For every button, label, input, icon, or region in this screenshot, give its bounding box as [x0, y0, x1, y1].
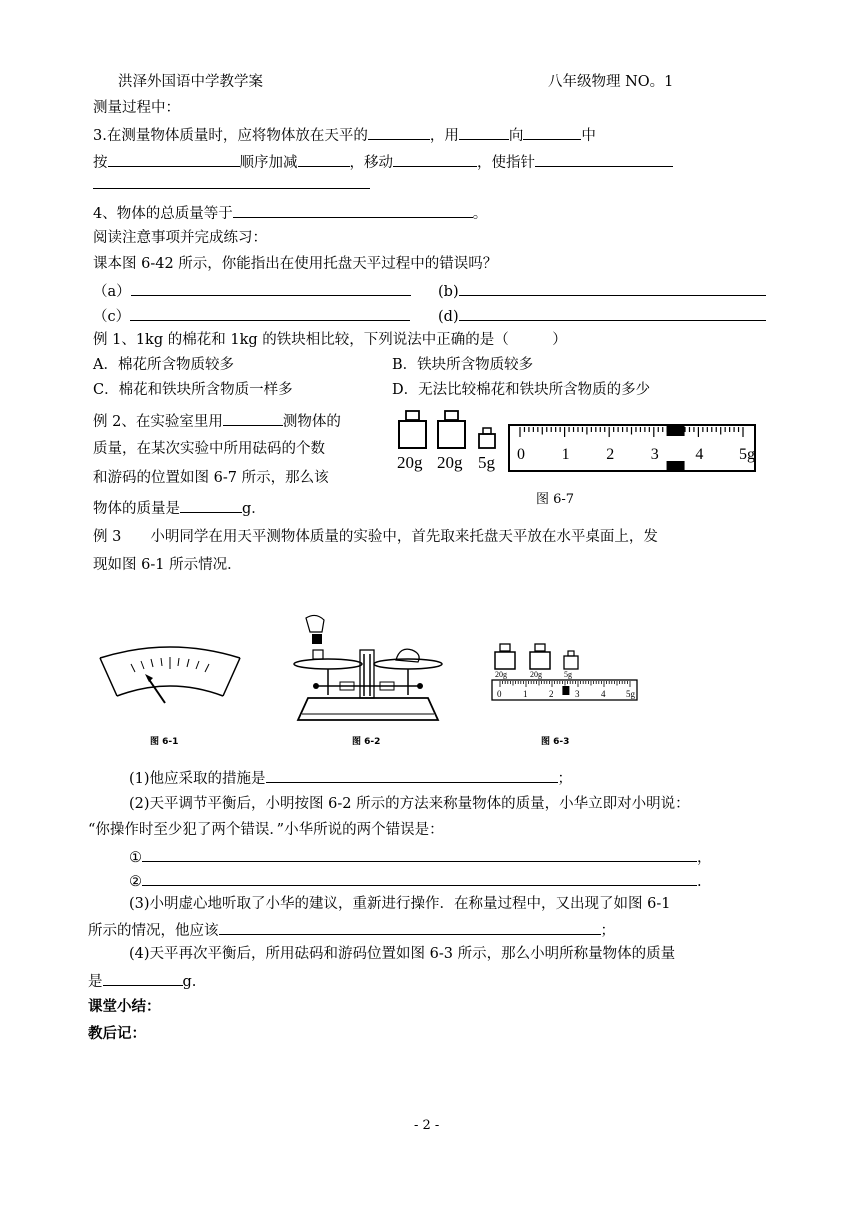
scale-label: 2	[606, 446, 615, 463]
answer-c: （c）	[93, 305, 410, 327]
blank[interactable]	[131, 280, 411, 296]
blank[interactable]	[233, 202, 473, 218]
option-b[interactable]: B．铁块所含物质较多	[392, 357, 534, 373]
after-class-notes-label: 教后记：	[88, 1025, 146, 1042]
example-3-line-2: 现如图 6-1 所示情况．	[93, 557, 242, 573]
notes-intro: 阅读注意事项并完成练习：	[93, 230, 267, 246]
blank[interactable]	[142, 846, 697, 862]
rider-marker	[562, 686, 569, 695]
example-2-line-4: 物体的质量是 g．	[93, 497, 266, 519]
answer-a: （a）	[93, 280, 411, 302]
ex3-question-3-line-2: 所示的情况，他应该 ；	[88, 919, 615, 941]
scale-label: 5g	[626, 689, 635, 699]
question-3-line-2: 按 顺序加减 ，移动 ，使指针	[93, 151, 673, 173]
blank[interactable]	[393, 151, 477, 167]
figure-6-1-caption: 图 6-1	[150, 737, 179, 747]
blank[interactable]	[142, 870, 697, 886]
blank[interactable]	[108, 151, 240, 167]
scale-label: 1	[561, 446, 570, 463]
figure-6-2-caption: 图 6-2	[352, 737, 381, 747]
figure-6-3-weights-and-scale	[490, 642, 640, 704]
blank[interactable]	[459, 124, 509, 140]
blank-continuation[interactable]	[93, 188, 370, 189]
weight-label: 20g	[397, 453, 423, 472]
weight-20g-icon	[530, 644, 550, 669]
blank[interactable]	[223, 410, 283, 426]
weight-5g-icon	[564, 651, 578, 669]
figure-6-7-caption: 图 6-7	[536, 492, 575, 507]
page-number: - 2 -	[414, 1118, 440, 1133]
ex3-question-1: (1)他应采取的措施是 ；	[129, 767, 572, 789]
weight-label: 5g	[564, 670, 572, 679]
blank[interactable]	[523, 124, 581, 140]
scale-label: 0	[517, 446, 525, 463]
weight-20g-icon	[495, 644, 515, 669]
blank[interactable]	[459, 305, 766, 321]
blank[interactable]	[103, 970, 183, 986]
rider-marker	[667, 461, 685, 471]
ex3-question-2-line-2: “你操作时至少犯了两个错误．”小华所说的两个错误是：	[88, 822, 444, 838]
answer-b: (b)	[438, 280, 766, 302]
blank[interactable]	[368, 124, 430, 140]
option-d[interactable]: D．无法比较棉花和铁块所含物质的多少	[392, 382, 651, 398]
weight-20g-icon	[438, 411, 465, 448]
figure-6-1-pointer-scale	[95, 638, 245, 708]
class-summary-label: 课堂小结：	[88, 998, 161, 1015]
scale-label: 2	[549, 689, 554, 699]
weight-icon	[312, 634, 322, 644]
process-label: 测量过程中：	[93, 100, 180, 116]
blank[interactable]	[298, 151, 350, 167]
error-2: ② .	[129, 870, 702, 892]
ex3-question-2-line-1: (2)天平调节平衡后，小明按图 6-2 所示的方法来称量物体的质量，小华立即对小明说：	[129, 796, 690, 812]
figure-6-7	[395, 405, 765, 485]
scale-label: 3	[650, 446, 659, 463]
question-3-line-1: 3.在测量物体质量时，应将物体放在天平的 ，用 向 中	[93, 124, 596, 146]
scale-label: 4	[601, 689, 606, 699]
scale-label: 5g	[739, 446, 755, 463]
blank[interactable]	[266, 767, 558, 783]
fig-6-42-question: 课本图 6-42 所示，你能指出在使用托盘天平过程中的错误吗？	[93, 256, 498, 272]
figure-6-3-caption: 图 6-3	[541, 737, 570, 747]
ex3-question-4-line-1: (4)天平再次平衡后，所用砝码和游码位置如图 6-3 所示，那么小明所称量物体的质量	[129, 946, 676, 962]
blank[interactable]	[130, 305, 410, 321]
rider-marker	[667, 426, 685, 436]
header-school: 洪泽外国语中学教学案	[118, 74, 263, 90]
header-grade-subject: 八年级物理 NO。1	[548, 74, 674, 90]
option-c[interactable]: C．棉花和铁块所含物质一样多	[93, 382, 293, 398]
option-a[interactable]: A．棉花所含物质较多	[93, 357, 234, 373]
question-4: 4、物体的总质量等于 。	[93, 202, 487, 224]
blank[interactable]	[180, 497, 242, 513]
scale-label: 4	[695, 446, 704, 463]
example-2-line-1: 例 2、在实验室里用 测物体的	[93, 410, 341, 432]
blank[interactable]	[219, 919, 601, 935]
example-3-line-1: 例 3 小明同学在用天平测物体质量的实验中，首先取来托盘天平放在水平桌面上，发	[93, 529, 658, 545]
answer-d: (d)	[438, 305, 766, 327]
example-2-line-2: 质量，在某次实验中所用砝码的个数	[93, 441, 325, 457]
ex3-question-3-line-1: (3)小明虚心地听取了小华的建议，重新进行操作．在称量过程中，又出现了如图 6-1	[129, 896, 671, 912]
example-2-line-3: 和游码的位置如图 6-7 所示，那么该	[93, 470, 329, 486]
ex3-question-4-line-2: 是 g.	[88, 970, 196, 992]
example-1-stem: 例 1、1kg 的棉花和 1kg 的铁块相比较，下列说法中正确的是（ ）	[93, 332, 567, 348]
blank[interactable]	[535, 151, 673, 167]
figure-6-2-balance	[288, 610, 448, 728]
error-1: ① ，	[129, 846, 712, 868]
hand-icon	[306, 615, 324, 632]
weight-label: 20g	[495, 670, 507, 679]
weight-label: 5g	[478, 453, 495, 472]
weight-20g-icon	[399, 411, 426, 448]
scale-label: 0	[497, 689, 502, 699]
blank[interactable]	[459, 280, 766, 296]
weight-5g-icon	[479, 428, 495, 448]
scale-label: 1	[523, 689, 528, 699]
scale-label: 3	[575, 689, 580, 699]
weight-label: 20g	[437, 453, 463, 472]
weight-label: 20g	[530, 670, 542, 679]
